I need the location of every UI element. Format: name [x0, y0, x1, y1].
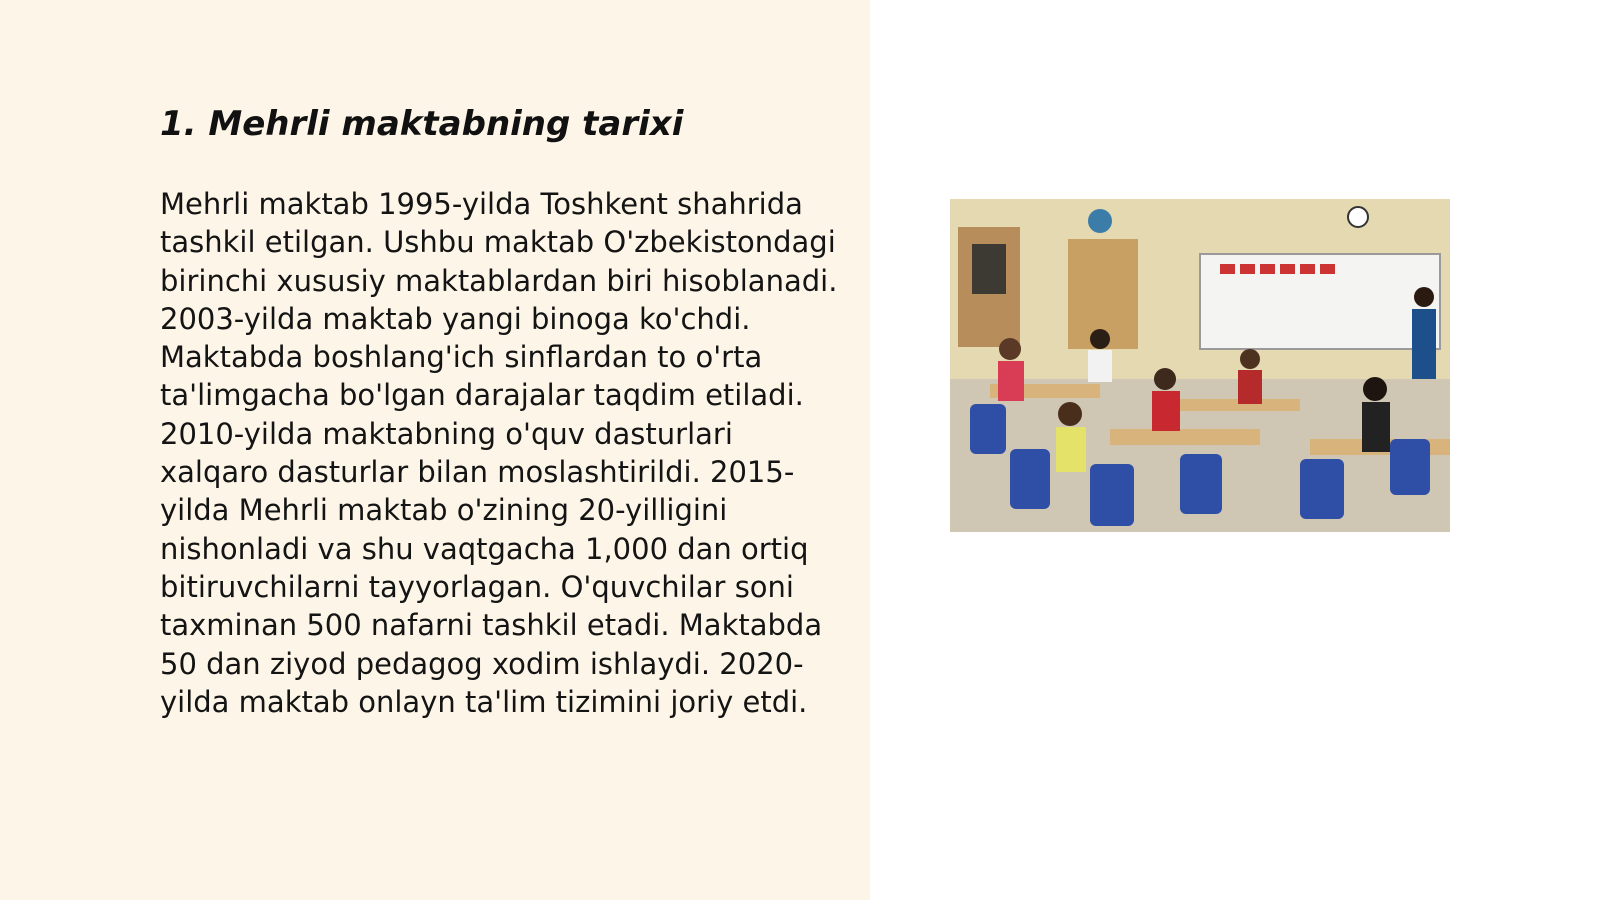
slide-title: 1. Mehrli maktabning tarixi [160, 104, 684, 144]
classroom-photo [950, 199, 1450, 532]
slide-body-text: Mehrli maktab 1995-yilda Toshkent shahrida tashkil etilgan. Ushbu maktab O'zbekistondagi birinchi xususiy maktablardan biri hisoblanadi. 2003-yilda maktab yangi binoga ko'chdi. Maktabda boshlang'ich sinflardan to o'rta ta'limgacha bo'lgan darajalar taqdim etiladi. 2010-yilda maktabning o'quv dasturlari xalqaro dasturlar bilan moslashtirildi. 2015-yilda Mehrli maktab o'zining 20-yilligini nishonladi va shu vaqtgacha 1,000 dan ortiq bitiruvchilarni tayyorlagan. O'quvchilar soni taxminan 500 nafarni tashkil etadi. Maktabda 50 dan ziyod pedagog xodim ishlaydi. 2020-yilda maktab onlayn ta'lim tizimini joriy etdi. [160, 187, 838, 719]
